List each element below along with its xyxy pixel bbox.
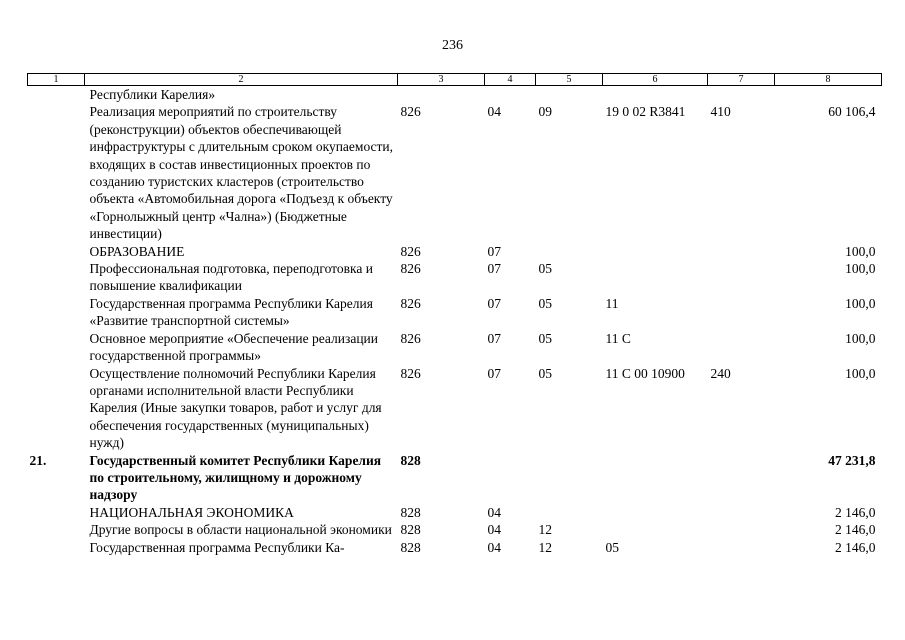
target-article-code — [603, 260, 708, 295]
section-code: 04 — [487, 539, 501, 555]
amount: 100,0 — [845, 330, 876, 346]
ministry-code: 826 — [400, 243, 421, 259]
header-cell-5: 5 — [536, 74, 603, 86]
row-name: Профессиональная подготовка, переподготовка и повышение квалификации — [89, 261, 373, 294]
amount: 2 146,0 — [835, 504, 876, 520]
ministry-code: 826 — [400, 330, 421, 346]
row-number — [28, 260, 85, 295]
table-row — [28, 295, 882, 330]
target-article-code — [603, 452, 708, 504]
section-code: 07 — [487, 243, 501, 259]
row-number — [28, 539, 85, 556]
header-cell-1: 1 — [28, 74, 85, 86]
table-row — [28, 260, 882, 295]
row-name: Реализация мероприятий по строительству (реконструкции) объектов обеспечивающей инфраструктуры с длительным сроком окупаемости, входящих в состав инвестиционных проектов по созданию туристских кластеров (строительство объекта «Автомобильная дорога «Подъезд к объекту «Горнолыжный центр «Чална») (Бюджетные инвестиции) — [89, 104, 394, 242]
table-row — [28, 103, 882, 242]
target-article-code: 11 С — [605, 330, 631, 346]
table-row — [28, 521, 882, 538]
amount: 2 146,0 — [835, 539, 876, 555]
header-row — [28, 74, 882, 86]
subsection-code: 12 — [538, 522, 552, 538]
row-number: 21. — [29, 452, 47, 468]
section-code: 07 — [487, 330, 501, 346]
row-number — [28, 243, 85, 260]
ministry-code — [398, 86, 485, 104]
row-number — [28, 295, 85, 330]
subsection-code — [536, 452, 603, 504]
row-name: Другие вопросы в области национальной экономики — [89, 522, 392, 538]
expense-type-code — [708, 243, 775, 260]
ministry-code: 828 — [400, 504, 421, 520]
row-name: Осуществление полномочий Республики Карелия органами исполнительной власти Республики Карелия (Иные закупки товаров, работ и услуг для обеспечения государственных (муниципальных) нужд) — [89, 365, 382, 451]
section-code — [485, 452, 536, 504]
row-name: Основное мероприятие «Обеспечение реализации государственной программы» — [89, 330, 378, 364]
ministry-code: 826 — [400, 104, 421, 120]
row-number — [28, 103, 85, 242]
subsection-code: 05 — [538, 261, 552, 277]
amount: 2 146,0 — [835, 522, 876, 538]
target-article-code: 05 — [605, 539, 619, 555]
subsection-code: 05 — [538, 295, 552, 311]
table-row — [28, 452, 882, 504]
header-cell-7: 7 — [708, 74, 775, 86]
amount: 60 106,4 — [828, 104, 876, 120]
target-article-code: 11 — [605, 295, 619, 311]
target-article-code — [603, 521, 708, 538]
amount: 100,0 — [845, 243, 876, 259]
expense-type-code: 240 — [710, 365, 731, 381]
target-article-code — [603, 86, 708, 104]
row-number — [28, 365, 85, 452]
row-name: Государственная программа Республики Ка- — [89, 539, 345, 555]
header-cell-3: 3 — [398, 74, 485, 86]
subsection-code — [536, 243, 603, 260]
section-code: 04 — [487, 522, 501, 538]
expense-type-code — [708, 295, 775, 330]
expense-type-code — [708, 539, 775, 556]
section-code — [485, 86, 536, 104]
ministry-code: 826 — [400, 295, 421, 311]
budget-table — [27, 73, 882, 556]
section-code: 07 — [487, 261, 501, 277]
ministry-code: 828 — [400, 539, 421, 555]
target-article-code — [603, 243, 708, 260]
header-cell-6: 6 — [603, 74, 708, 86]
expense-type-code — [708, 504, 775, 521]
row-name: Государственная программа Республики Карелия «Развитие транспортной системы» — [89, 295, 373, 329]
subsection-code: 05 — [538, 330, 552, 346]
target-article-code: 11 С 00 10900 — [605, 365, 685, 381]
target-article-code — [603, 504, 708, 521]
table-row — [28, 243, 882, 260]
amount: 100,0 — [845, 365, 876, 381]
subsection-code — [536, 86, 603, 104]
section-code: 04 — [487, 104, 501, 120]
subsection-code: 09 — [538, 104, 552, 120]
section-code: 07 — [487, 365, 501, 381]
table-body — [28, 86, 882, 556]
ministry-code: 828 — [400, 452, 421, 468]
amount: 100,0 — [845, 295, 876, 311]
expense-type-code — [708, 86, 775, 104]
table-header — [28, 74, 882, 86]
target-article-code: 19 0 02 R3841 — [605, 104, 686, 120]
amount — [775, 86, 882, 104]
expense-type-code: 410 — [710, 104, 731, 120]
expense-type-code — [708, 452, 775, 504]
table-row — [28, 330, 882, 365]
row-number — [28, 504, 85, 521]
row-name: Республики Карелия» — [89, 87, 216, 102]
row-name: ОБРАЗОВАНИЕ — [89, 243, 185, 259]
expense-type-code — [708, 330, 775, 365]
row-number — [28, 330, 85, 365]
row-name: НАЦИОНАЛЬНАЯ ЭКОНОМИКА — [89, 504, 294, 520]
subsection-code: 12 — [538, 539, 552, 555]
table-row — [28, 365, 882, 452]
ministry-code: 826 — [400, 261, 421, 277]
table-row — [28, 539, 882, 556]
header-cell-8: 8 — [775, 74, 882, 86]
ministry-code: 828 — [400, 522, 421, 538]
row-number — [28, 86, 85, 104]
ministry-code: 826 — [400, 365, 421, 381]
expense-type-code — [708, 260, 775, 295]
subsection-code — [536, 504, 603, 521]
amount: 47 231,8 — [828, 452, 876, 468]
row-name: Государственный комитет Республики Карелия по строительному, жилищному и дорожному надзору — [89, 452, 382, 503]
header-cell-4: 4 — [485, 74, 536, 86]
row-number — [28, 521, 85, 538]
header-cell-2: 2 — [85, 74, 398, 86]
amount: 100,0 — [845, 261, 876, 277]
subsection-code: 05 — [538, 365, 552, 381]
expense-type-code — [708, 521, 775, 538]
section-code: 07 — [487, 295, 501, 311]
page-number: 236 — [442, 38, 463, 53]
section-code: 04 — [487, 504, 501, 520]
table-row — [28, 504, 882, 521]
table-row — [28, 86, 882, 104]
